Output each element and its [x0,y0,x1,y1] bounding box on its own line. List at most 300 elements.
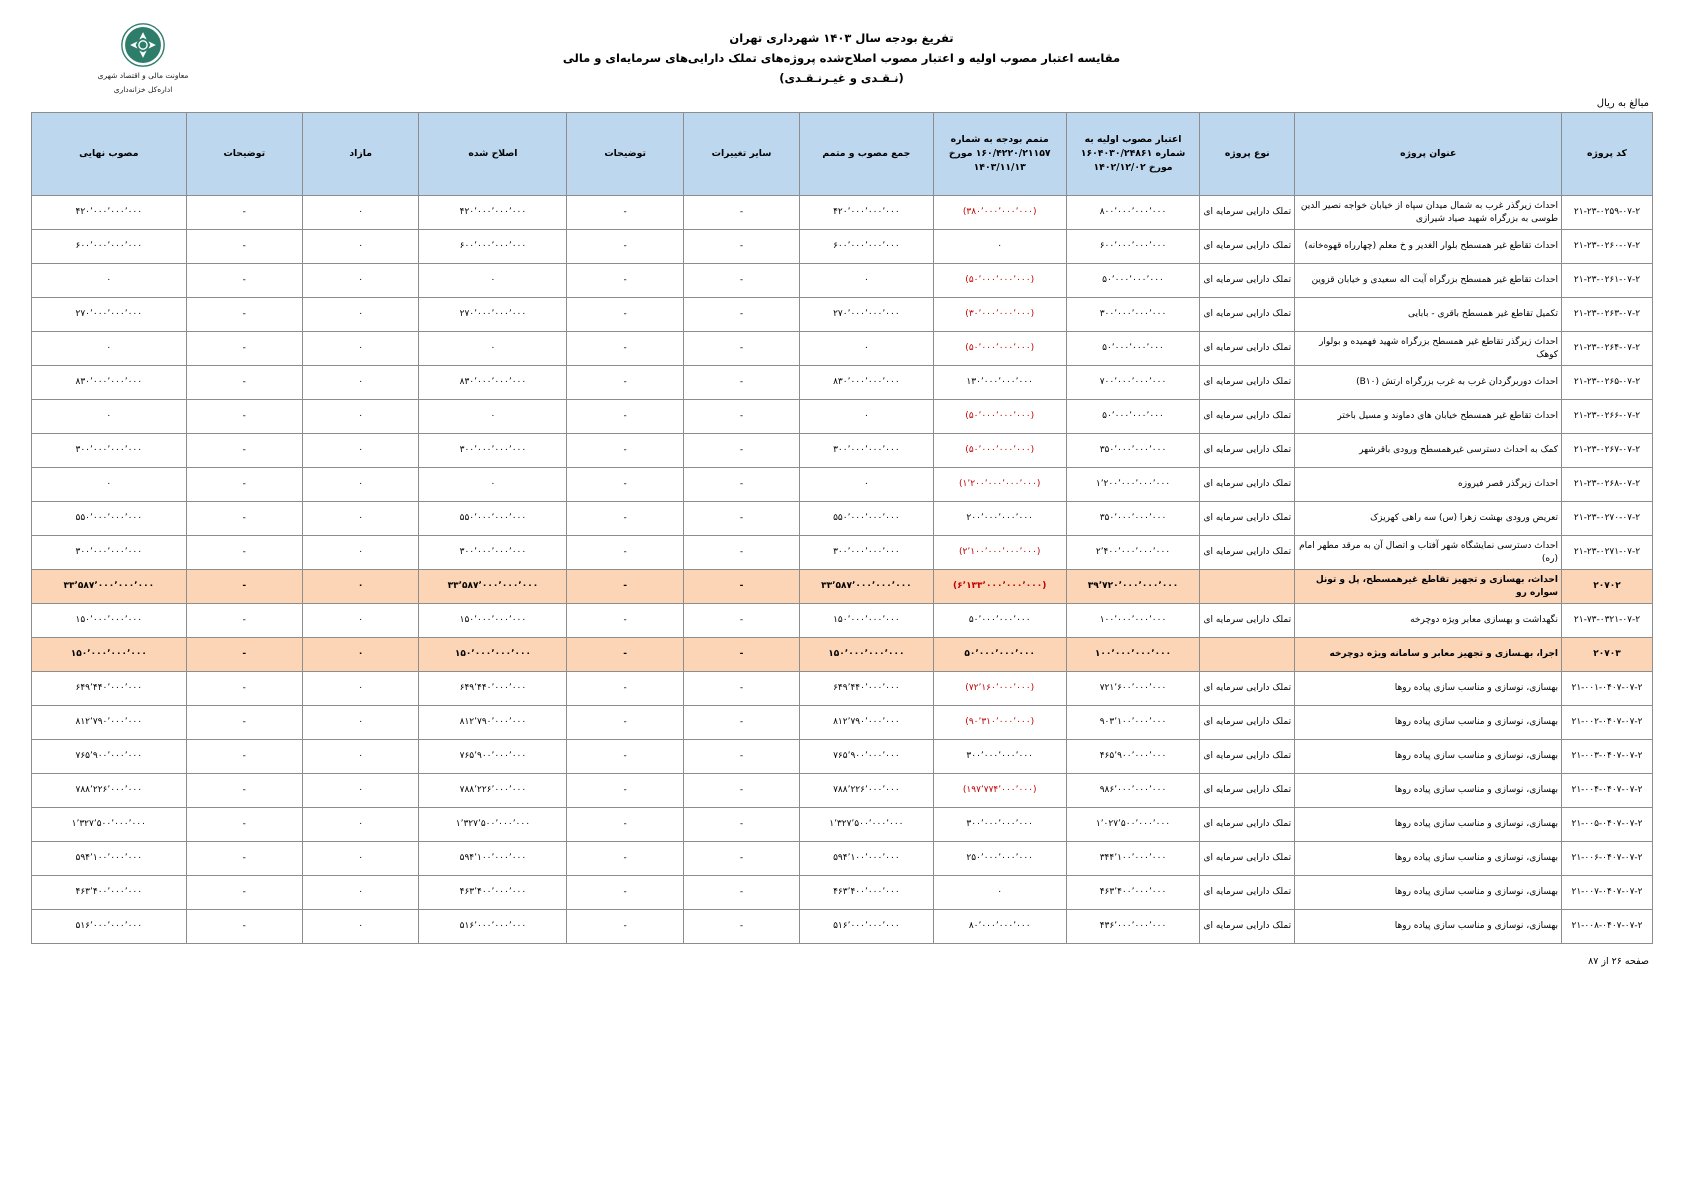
table-body [32,196,1653,944]
cell-project-type [1200,570,1295,604]
column-header-sum-approved: جمع مصوب و متمم [800,113,933,196]
cell-description-1: - [567,638,683,672]
cell-revised: ۴۲۰٬۰۰۰٬۰۰۰٬۰۰۰ [419,196,567,230]
cell-final-approved: ۱٬۳۲۷٬۵۰۰٬۰۰۰٬۰۰۰ [32,808,187,842]
cell-sum-approved: ۰ [800,400,933,434]
cell-supplementary-budget: ۲۵۰٬۰۰۰٬۰۰۰٬۰۰۰ [933,842,1066,876]
cell-initial-credit: ۵۰٬۰۰۰٬۰۰۰٬۰۰۰ [1066,400,1199,434]
table-row [32,400,1653,434]
column-header-project-title: عنوان پروژه [1295,113,1562,196]
cell-project-type: تملک دارایی سرمایه ای [1200,468,1295,502]
cell-project-title: احداث تقاطع غیر همسطح بزرگراه آیت اله سعیدی و خیابان قزوین [1295,264,1562,298]
cell-revised: ۱۵۰٬۰۰۰٬۰۰۰٬۰۰۰ [419,604,567,638]
cell-initial-credit: ۵۰٬۰۰۰٬۰۰۰٬۰۰۰ [1066,264,1199,298]
cell-sum-approved: ۵۵۰٬۰۰۰٬۰۰۰٬۰۰۰ [800,502,933,536]
cell-other-changes: - [683,638,799,672]
cell-surplus: ۰ [302,366,418,400]
cell-revised: ۵۵۰٬۰۰۰٬۰۰۰٬۰۰۰ [419,502,567,536]
cell-final-approved: ۲۷۰٬۰۰۰٬۰۰۰٬۰۰۰ [32,298,187,332]
cell-project-type: تملک دارایی سرمایه ای [1200,604,1295,638]
cell-project-type: تملک دارایی سرمایه ای [1200,808,1295,842]
cell-project-title: احداث دوربرگردان غرب به غرب بزرگراه ارتش (B۱۰) [1295,366,1562,400]
cell-description-1: - [567,536,683,570]
cell-description-2: - [186,842,302,876]
cell-project-title: کمک به احداث دسترسی غیرهمسطح ورودی باقرشهر [1295,434,1562,468]
cell-description-2: - [186,706,302,740]
page-header [30,18,1653,92]
cell-other-changes: - [683,298,799,332]
cell-description-2: - [186,570,302,604]
cell-surplus: ۰ [302,230,418,264]
column-header-revised: اصلاح شده [419,113,567,196]
cell-other-changes: - [683,400,799,434]
cell-other-changes: - [683,332,799,366]
column-header-initial-credit: اعتبار مصوب اولیه به شماره ۱۶۰۴۰۳۰/۲۴۸۶۱ مورخ ۱۴۰۲/۱۲/۰۲ [1066,113,1199,196]
cell-surplus: ۰ [302,298,418,332]
page-footer: صفحه ۲۶ از ۸۷ [1588,956,1649,967]
cell-sum-approved: ۶۰۰٬۰۰۰٬۰۰۰٬۰۰۰ [800,230,933,264]
cell-final-approved: ۵۹۴٬۱۰۰٬۰۰۰٬۰۰۰ [32,842,187,876]
cell-sum-approved: ۸۳۰٬۰۰۰٬۰۰۰٬۰۰۰ [800,366,933,400]
cell-project-type: تملک دارایی سرمایه ای [1200,536,1295,570]
table-row [32,604,1653,638]
cell-final-approved: ۷۶۵٬۹۰۰٬۰۰۰٬۰۰۰ [32,740,187,774]
cell-supplementary-budget: ۲۰۰٬۰۰۰٬۰۰۰٬۰۰۰ [933,502,1066,536]
cell-other-changes: - [683,264,799,298]
cell-description-1: - [567,774,683,808]
cell-project-title: احداث تقاطع غیر همسطح بلوار الغدیر و خ معلم (چهارراه قهوه‌خانه) [1295,230,1562,264]
cell-description-1: - [567,876,683,910]
budget-table [31,112,1653,944]
cell-supplementary-budget: (۵۰٬۰۰۰٬۰۰۰٬۰۰۰) [933,434,1066,468]
cell-description-1: - [567,604,683,638]
cell-project-title: بهسازی، نوسازی و مناسب سازی پیاده روها [1295,774,1562,808]
column-header-description-1: توضیحات [567,113,683,196]
cell-initial-credit: ۲٬۴۰۰٬۰۰۰٬۰۰۰٬۰۰۰ [1066,536,1199,570]
cell-surplus: ۰ [302,808,418,842]
cell-other-changes: - [683,876,799,910]
cell-other-changes: - [683,706,799,740]
cell-surplus: ۰ [302,638,418,672]
cell-surplus: ۰ [302,536,418,570]
cell-initial-credit: ۷۰۰٬۰۰۰٬۰۰۰٬۰۰۰ [1066,366,1199,400]
table-row [32,264,1653,298]
page-title-block [30,18,1653,88]
cell-description-2: - [186,502,302,536]
cell-sum-approved: ۰ [800,264,933,298]
cell-description-1: - [567,808,683,842]
cell-project-title: بهسازی، نوسازی و مناسب سازی پیاده روها [1295,842,1562,876]
cell-project-code: ۲۱-۲۳-۰۲۶۷-۰۷-۲ [1562,434,1653,468]
cell-final-approved: ۴۶۳٬۴۰۰٬۰۰۰٬۰۰۰ [32,876,187,910]
cell-sum-approved: ۶۴۹٬۴۴۰٬۰۰۰٬۰۰۰ [800,672,933,706]
cell-final-approved: ۵۱۶٬۰۰۰٬۰۰۰٬۰۰۰ [32,910,187,944]
cell-revised: ۶۴۹٬۴۴۰٬۰۰۰٬۰۰۰ [419,672,567,706]
cell-final-approved: ۷۸۸٬۲۲۶٬۰۰۰٬۰۰۰ [32,774,187,808]
cell-final-approved: ۳۰۰٬۰۰۰٬۰۰۰٬۰۰۰ [32,536,187,570]
cell-project-type: تملک دارایی سرمایه ای [1200,876,1295,910]
cell-description-1: - [567,298,683,332]
cell-description-2: - [186,196,302,230]
cell-project-type: تملک دارایی سرمایه ای [1200,706,1295,740]
cell-surplus: ۰ [302,672,418,706]
cell-initial-credit: ۸۰۰٬۰۰۰٬۰۰۰٬۰۰۰ [1066,196,1199,230]
table-row [32,638,1653,672]
cell-initial-credit: ۳۴۴٬۱۰۰٬۰۰۰٬۰۰۰ [1066,842,1199,876]
cell-other-changes: - [683,808,799,842]
cell-description-1: - [567,502,683,536]
cell-final-approved: ۸۳۰٬۰۰۰٬۰۰۰٬۰۰۰ [32,366,187,400]
cell-final-approved: ۰ [32,264,187,298]
cell-description-2: - [186,638,302,672]
cell-revised: ۴۶۳٬۴۰۰٬۰۰۰٬۰۰۰ [419,876,567,910]
cell-supplementary-budget: ۳۰۰٬۰۰۰٬۰۰۰٬۰۰۰ [933,740,1066,774]
cell-supplementary-budget: (۳۸۰٬۰۰۰٬۰۰۰٬۰۰۰) [933,196,1066,230]
cell-description-2: - [186,774,302,808]
cell-surplus: ۰ [302,604,418,638]
cell-sum-approved: ۴۲۰٬۰۰۰٬۰۰۰٬۰۰۰ [800,196,933,230]
logo-caption-line1: معاونت مالی و اقتصاد شهری [97,71,189,80]
column-header-final-approved: مصوب نهایی [32,113,187,196]
cell-final-approved: ۴۲۰٬۰۰۰٬۰۰۰٬۰۰۰ [32,196,187,230]
cell-project-type: تملک دارایی سرمایه ای [1200,774,1295,808]
cell-project-type: تملک دارایی سرمایه ای [1200,434,1295,468]
cell-project-title: بهسازی، نوسازی و مناسب سازی پیاده روها [1295,740,1562,774]
cell-other-changes: - [683,570,799,604]
cell-sum-approved: ۳۰۰٬۰۰۰٬۰۰۰٬۰۰۰ [800,434,933,468]
table-row [32,842,1653,876]
cell-project-code: ۲۱-۰۰۴-۰۴۰۷-۰۷-۲ [1562,774,1653,808]
cell-project-code: ۲۰۷۰۲ [1562,570,1653,604]
cell-other-changes: - [683,604,799,638]
cell-initial-credit: ۶۰۰٬۰۰۰٬۰۰۰٬۰۰۰ [1066,230,1199,264]
cell-sum-approved: ۵۱۶٬۰۰۰٬۰۰۰٬۰۰۰ [800,910,933,944]
cell-project-title: احداث زیرگذر غرب به شمال میدان سپاه از خیابان خواجه نصیر الدین طوسی به بزرگراه شهید صیاد شیرازی [1295,196,1562,230]
cell-description-2: - [186,536,302,570]
cell-project-title: احداث زیرگذر قصر فیروزه [1295,468,1562,502]
cell-final-approved: ۱۵۰٬۰۰۰٬۰۰۰٬۰۰۰ [32,638,187,672]
cell-description-2: - [186,876,302,910]
cell-supplementary-budget: ۳۰۰٬۰۰۰٬۰۰۰٬۰۰۰ [933,808,1066,842]
table-row [32,706,1653,740]
cell-supplementary-budget: (۱٬۲۰۰٬۰۰۰٬۰۰۰٬۰۰۰) [933,468,1066,502]
cell-project-type: تملک دارایی سرمایه ای [1200,366,1295,400]
cell-revised: ۰ [419,400,567,434]
cell-project-title: بهسازی، نوسازی و مناسب سازی پیاده روها [1295,672,1562,706]
cell-supplementary-budget: (۶٬۱۳۳٬۰۰۰٬۰۰۰٬۰۰۰) [933,570,1066,604]
cell-surplus: ۰ [302,740,418,774]
cell-project-code: ۲۱-۰۰۲-۰۴۰۷-۰۷-۲ [1562,706,1653,740]
cell-description-2: - [186,740,302,774]
cell-revised: ۳۰۰٬۰۰۰٬۰۰۰٬۰۰۰ [419,536,567,570]
cell-initial-credit: ۵۰٬۰۰۰٬۰۰۰٬۰۰۰ [1066,332,1199,366]
cell-surplus: ۰ [302,774,418,808]
table-row [32,876,1653,910]
tehran-municipality-logo-icon [120,22,166,68]
cell-description-2: - [186,808,302,842]
cell-project-code: ۲۱-۰۰۵-۰۴۰۷-۰۷-۲ [1562,808,1653,842]
cell-project-code: ۲۱-۲۳-۰۲۶۸-۰۷-۲ [1562,468,1653,502]
cell-project-title: نگهداشت و بهسازی معابر ویژه دوچرخه [1295,604,1562,638]
cell-supplementary-budget: (۳۰٬۰۰۰٬۰۰۰٬۰۰۰) [933,298,1066,332]
cell-supplementary-budget: (۵۰٬۰۰۰٬۰۰۰٬۰۰۰) [933,332,1066,366]
cell-project-type: تملک دارایی سرمایه ای [1200,264,1295,298]
cell-description-2: - [186,910,302,944]
cell-project-code: ۲۱-۲۳-۰۲۷۱-۰۷-۲ [1562,536,1653,570]
cell-project-type: تملک دارایی سرمایه ای [1200,196,1295,230]
cell-project-code: ۲۱-۰۰۸-۰۴۰۷-۰۷-۲ [1562,910,1653,944]
cell-description-1: - [567,400,683,434]
cell-description-2: - [186,298,302,332]
cell-revised: ۰ [419,468,567,502]
cell-project-code: ۲۱-۰۰۷-۰۴۰۷-۰۷-۲ [1562,876,1653,910]
cell-project-code: ۲۰۷۰۳ [1562,638,1653,672]
cell-other-changes: - [683,434,799,468]
cell-revised: ۷۸۸٬۲۲۶٬۰۰۰٬۰۰۰ [419,774,567,808]
organization-logo-block [38,22,248,96]
cell-final-approved: ۳۳٬۵۸۷٬۰۰۰٬۰۰۰٬۰۰۰ [32,570,187,604]
cell-description-1: - [567,672,683,706]
table-row [32,536,1653,570]
cell-project-code: ۲۱-۲۳-۰۲۶۰-۰۷-۲ [1562,230,1653,264]
cell-project-code: ۲۱-۰۰۳-۰۴۰۷-۰۷-۲ [1562,740,1653,774]
cell-project-type: تملک دارایی سرمایه ای [1200,332,1295,366]
cell-initial-credit: ۱۰۰٬۰۰۰٬۰۰۰٬۰۰۰ [1066,638,1199,672]
cell-final-approved: ۱۵۰٬۰۰۰٬۰۰۰٬۰۰۰ [32,604,187,638]
cell-initial-credit: ۹۸۶٬۰۰۰٬۰۰۰٬۰۰۰ [1066,774,1199,808]
cell-final-approved: ۰ [32,468,187,502]
cell-revised: ۸۱۲٬۷۹۰٬۰۰۰٬۰۰۰ [419,706,567,740]
cell-final-approved: ۳۰۰٬۰۰۰٬۰۰۰٬۰۰۰ [32,434,187,468]
cell-revised: ۵۹۴٬۱۰۰٬۰۰۰٬۰۰۰ [419,842,567,876]
cell-supplementary-budget: (۹۰٬۳۱۰٬۰۰۰٬۰۰۰) [933,706,1066,740]
cell-sum-approved: ۰ [800,332,933,366]
cell-project-type [1200,638,1295,672]
cell-description-1: - [567,706,683,740]
table-row [32,910,1653,944]
cell-revised: ۱۵۰٬۰۰۰٬۰۰۰٬۰۰۰ [419,638,567,672]
cell-project-code: ۲۱-۲۳-۰۲۶۴-۰۷-۲ [1562,332,1653,366]
cell-project-title: تعریض ورودی بهشت زهرا (س) سه راهی کهریزک [1295,502,1562,536]
column-header-project-code: کد پروژه [1562,113,1653,196]
table-row [32,502,1653,536]
cell-surplus: ۰ [302,264,418,298]
cell-description-2: - [186,332,302,366]
cell-description-1: - [567,468,683,502]
cell-supplementary-budget: ۰ [933,876,1066,910]
cell-sum-approved: ۱۵۰٬۰۰۰٬۰۰۰٬۰۰۰ [800,604,933,638]
cell-surplus: ۰ [302,400,418,434]
cell-other-changes: - [683,774,799,808]
cell-final-approved: ۶۴۹٬۴۴۰٬۰۰۰٬۰۰۰ [32,672,187,706]
cell-project-type: تملک دارایی سرمایه ای [1200,740,1295,774]
cell-supplementary-budget: (۵۰٬۰۰۰٬۰۰۰٬۰۰۰) [933,264,1066,298]
cell-sum-approved: ۳۰۰٬۰۰۰٬۰۰۰٬۰۰۰ [800,536,933,570]
cell-project-title: بهسازی، نوسازی و مناسب سازی پیاده روها [1295,910,1562,944]
cell-project-type: تملک دارایی سرمایه ای [1200,298,1295,332]
cell-description-1: - [567,910,683,944]
cell-description-2: - [186,264,302,298]
cell-description-1: - [567,842,683,876]
cell-sum-approved: ۴۶۳٬۴۰۰٬۰۰۰٬۰۰۰ [800,876,933,910]
cell-project-type: تملک دارایی سرمایه ای [1200,400,1295,434]
cell-initial-credit: ۱۰۰٬۰۰۰٬۰۰۰٬۰۰۰ [1066,604,1199,638]
column-header-other-changes: سایر تغییرات [683,113,799,196]
cell-project-title: بهسازی، نوسازی و مناسب سازی پیاده روها [1295,808,1562,842]
cell-other-changes: - [683,842,799,876]
table-row [32,434,1653,468]
cell-final-approved: ۰ [32,332,187,366]
cell-other-changes: - [683,910,799,944]
cell-surplus: ۰ [302,502,418,536]
cell-final-approved: ۶۰۰٬۰۰۰٬۰۰۰٬۰۰۰ [32,230,187,264]
cell-initial-credit: ۴۶۳٬۴۰۰٬۰۰۰٬۰۰۰ [1066,876,1199,910]
cell-supplementary-budget: (۵۰٬۰۰۰٬۰۰۰٬۰۰۰) [933,400,1066,434]
cell-project-title: بهسازی، نوسازی و مناسب سازی پیاده روها [1295,706,1562,740]
column-header-supplementary-budget: متمم بودجه به شماره ۱۶۰/۴۲۲۰/۲۱۱۵۷ مورخ ۱۴۰۳/۱۱/۱۳ [933,113,1066,196]
cell-revised: ۲۷۰٬۰۰۰٬۰۰۰٬۰۰۰ [419,298,567,332]
cell-sum-approved: ۱۵۰٬۰۰۰٬۰۰۰٬۰۰۰ [800,638,933,672]
currency-unit-note: مبالغ به ریال [1596,98,1649,109]
cell-project-code: ۲۱-۰۰۶-۰۴۰۷-۰۷-۲ [1562,842,1653,876]
cell-surplus: ۰ [302,196,418,230]
table-row [32,672,1653,706]
cell-project-type: تملک دارایی سرمایه ای [1200,672,1295,706]
cell-project-code: ۲۱-۲۳-۰۲۶۱-۰۷-۲ [1562,264,1653,298]
cell-initial-credit: ۱٬۰۲۷٬۵۰۰٬۰۰۰٬۰۰۰ [1066,808,1199,842]
column-header-surplus: مازاد [302,113,418,196]
cell-revised: ۶۰۰٬۰۰۰٬۰۰۰٬۰۰۰ [419,230,567,264]
cell-project-title: بهسازی، نوسازی و مناسب سازی پیاده روها [1295,876,1562,910]
cell-supplementary-budget: (۷۲٬۱۶۰٬۰۰۰٬۰۰۰) [933,672,1066,706]
cell-description-2: - [186,434,302,468]
cell-sum-approved: ۰ [800,468,933,502]
cell-project-type: تملک دارایی سرمایه ای [1200,842,1295,876]
cell-project-code: ۲۱-۲۳-۰۲۶۶-۰۷-۲ [1562,400,1653,434]
cell-project-code: ۲۱-۲۳-۰۲۶۵-۰۷-۲ [1562,366,1653,400]
cell-initial-credit: ۳۵۰٬۰۰۰٬۰۰۰٬۰۰۰ [1066,434,1199,468]
cell-revised: ۱٬۳۲۷٬۵۰۰٬۰۰۰٬۰۰۰ [419,808,567,842]
report-title: تفریغ بودجه سال ۱۴۰۳ شهرداری تهران [729,31,954,45]
cell-sum-approved: ۸۱۲٬۷۹۰٬۰۰۰٬۰۰۰ [800,706,933,740]
cell-revised: ۰ [419,264,567,298]
cell-surplus: ۰ [302,910,418,944]
table-row [32,298,1653,332]
column-header-description-2: توضیحات [186,113,302,196]
cell-description-1: - [567,230,683,264]
column-header-project-type: نوع پروژه [1200,113,1295,196]
cell-supplementary-budget: (۱۹۷٬۷۷۴٬۰۰۰٬۰۰۰) [933,774,1066,808]
cell-sum-approved: ۷۶۵٬۹۰۰٬۰۰۰٬۰۰۰ [800,740,933,774]
report-subtitle-2: (نـقـدی و غیـرنـقـدی) [779,71,904,85]
cell-final-approved: ۰ [32,400,187,434]
cell-supplementary-budget: ۵۰٬۰۰۰٬۰۰۰٬۰۰۰ [933,638,1066,672]
cell-final-approved: ۸۱۲٬۷۹۰٬۰۰۰٬۰۰۰ [32,706,187,740]
cell-sum-approved: ۲۷۰٬۰۰۰٬۰۰۰٬۰۰۰ [800,298,933,332]
cell-supplementary-budget: ۵۰٬۰۰۰٬۰۰۰٬۰۰۰ [933,604,1066,638]
table-header-row [32,113,1653,196]
report-subtitle: مقایسه اعتبار مصوب اولیه و اعتبار مصوب اصلاح‌شده پروژه‌های تملک دارایی‌های سرمایه‌ای و مالی [562,51,1121,65]
table-row [32,774,1653,808]
cell-sum-approved: ۵۹۴٬۱۰۰٬۰۰۰٬۰۰۰ [800,842,933,876]
cell-description-2: - [186,400,302,434]
table-row [32,332,1653,366]
table-row [32,570,1653,604]
cell-revised: ۳۳٬۵۸۷٬۰۰۰٬۰۰۰٬۰۰۰ [419,570,567,604]
cell-initial-credit: ۴۳۶٬۰۰۰٬۰۰۰٬۰۰۰ [1066,910,1199,944]
cell-surplus: ۰ [302,332,418,366]
table-row [32,740,1653,774]
cell-sum-approved: ۷۸۸٬۲۲۶٬۰۰۰٬۰۰۰ [800,774,933,808]
cell-revised: ۵۱۶٬۰۰۰٬۰۰۰٬۰۰۰ [419,910,567,944]
cell-description-1: - [567,434,683,468]
cell-project-type: تملک دارایی سرمایه ای [1200,502,1295,536]
cell-initial-credit: ۱٬۲۰۰٬۰۰۰٬۰۰۰٬۰۰۰ [1066,468,1199,502]
cell-description-1: - [567,264,683,298]
cell-initial-credit: ۷۲۱٬۶۰۰٬۰۰۰٬۰۰۰ [1066,672,1199,706]
cell-revised: ۳۰۰٬۰۰۰٬۰۰۰٬۰۰۰ [419,434,567,468]
cell-revised: ۷۶۵٬۹۰۰٬۰۰۰٬۰۰۰ [419,740,567,774]
cell-other-changes: - [683,740,799,774]
cell-description-2: - [186,672,302,706]
cell-other-changes: - [683,536,799,570]
cell-sum-approved: ۱٬۳۲۷٬۵۰۰٬۰۰۰٬۰۰۰ [800,808,933,842]
cell-description-1: - [567,570,683,604]
cell-surplus: ۰ [302,842,418,876]
cell-supplementary-budget: (۲٬۱۰۰٬۰۰۰٬۰۰۰٬۰۰۰) [933,536,1066,570]
cell-other-changes: - [683,196,799,230]
cell-project-title: احداث دسترسی نمایشگاه شهر آفتاب و اتصال آن به مرقد مطهر امام (ره) [1295,536,1562,570]
cell-other-changes: - [683,230,799,264]
cell-project-code: ۲۱-۲۳-۰۲۶۳-۰۷-۲ [1562,298,1653,332]
cell-other-changes: - [683,672,799,706]
cell-revised: ۰ [419,332,567,366]
cell-initial-credit: ۴۶۵٬۹۰۰٬۰۰۰٬۰۰۰ [1066,740,1199,774]
cell-initial-credit: ۳۹٬۷۲۰٬۰۰۰٬۰۰۰٬۰۰۰ [1066,570,1199,604]
cell-other-changes: - [683,502,799,536]
cell-project-title: احداث تقاطع غیر همسطح خیابان های دماوند و مسیل باختر [1295,400,1562,434]
cell-project-code: ۲۱-۰۰۱-۰۴۰۷-۰۷-۲ [1562,672,1653,706]
cell-surplus: ۰ [302,570,418,604]
cell-surplus: ۰ [302,468,418,502]
cell-supplementary-budget: ۱۳۰٬۰۰۰٬۰۰۰٬۰۰۰ [933,366,1066,400]
cell-revised: ۸۳۰٬۰۰۰٬۰۰۰٬۰۰۰ [419,366,567,400]
cell-supplementary-budget: ۰ [933,230,1066,264]
cell-initial-credit: ۹۰۳٬۱۰۰٬۰۰۰٬۰۰۰ [1066,706,1199,740]
cell-initial-credit: ۳۵۰٬۰۰۰٬۰۰۰٬۰۰۰ [1066,502,1199,536]
cell-project-code: ۲۱-۷۳-۰۳۲۱-۰۷-۲ [1562,604,1653,638]
cell-description-2: - [186,230,302,264]
table-row [32,230,1653,264]
cell-project-title: تکمیل تقاطع غیر همسطح باقری - بابایی [1295,298,1562,332]
cell-surplus: ۰ [302,434,418,468]
cell-description-1: - [567,332,683,366]
cell-description-1: - [567,740,683,774]
table-row [32,808,1653,842]
cell-sum-approved: ۳۳٬۵۸۷٬۰۰۰٬۰۰۰٬۰۰۰ [800,570,933,604]
cell-project-code: ۲۱-۲۳-۰۲۵۹-۰۷-۲ [1562,196,1653,230]
cell-final-approved: ۵۵۰٬۰۰۰٬۰۰۰٬۰۰۰ [32,502,187,536]
cell-project-type: تملک دارایی سرمایه ای [1200,910,1295,944]
cell-description-1: - [567,196,683,230]
cell-description-1: - [567,366,683,400]
cell-description-2: - [186,604,302,638]
table-row [32,366,1653,400]
logo-caption-line2: اداره‌کل خزانه‌داری [113,85,173,94]
cell-project-title: احداث، بهسازی و تجهیز تقاطع غیرهمسطح، پل و تونل سواره رو [1295,570,1562,604]
cell-project-code: ۲۱-۲۳-۰۲۷۰-۰۷-۲ [1562,502,1653,536]
cell-supplementary-budget: ۸۰٬۰۰۰٬۰۰۰٬۰۰۰ [933,910,1066,944]
